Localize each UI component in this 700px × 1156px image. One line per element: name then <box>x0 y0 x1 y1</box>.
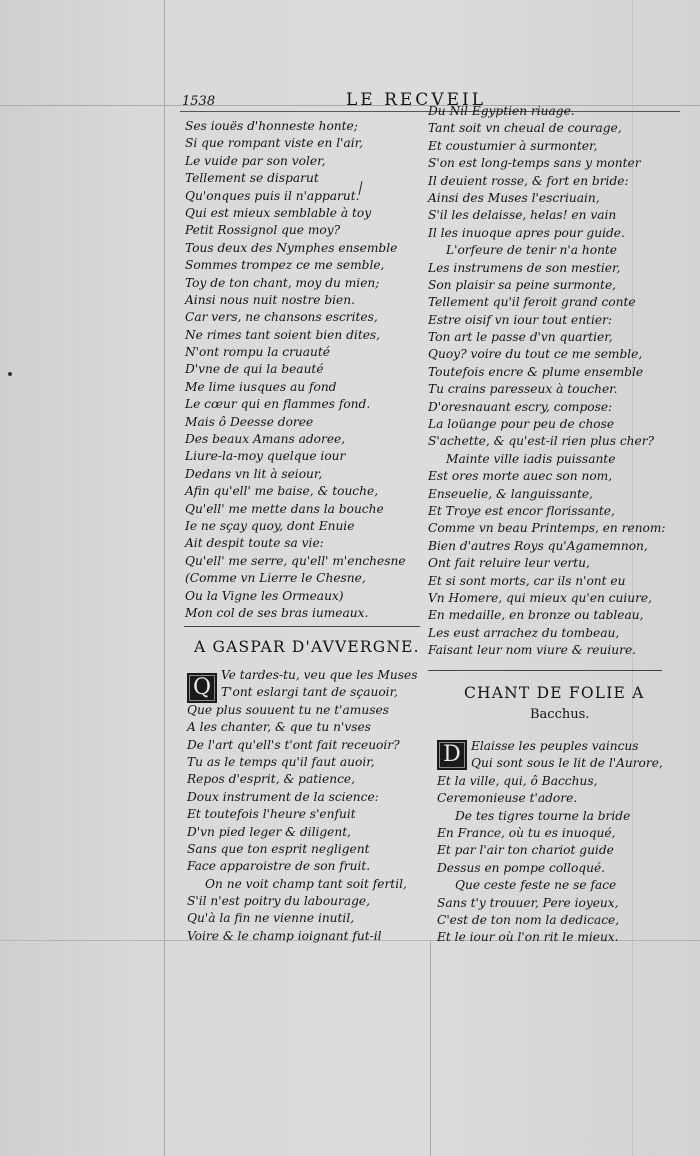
verse-line: Qui sont sous le lit de l'Aurore, <box>471 756 663 771</box>
verse-line: Des beaux Amans adoree, <box>185 432 346 447</box>
left-section-verses <box>187 667 418 945</box>
verse-line: Qu'onques puis il n'apparut. <box>185 188 360 203</box>
right-section-rule <box>428 670 662 671</box>
verse-line: Ie ne sçay quoy, dont Enuie <box>185 518 355 533</box>
verse-line: Mainte ville iadis puissante <box>446 451 616 466</box>
dropcap-d: D <box>437 740 467 770</box>
verse-line: Comme vn beau Printemps, en renom: <box>428 521 666 536</box>
verse-line: Ses iouës d'honneste honte; <box>185 119 358 133</box>
verse-line: Sans t'y trouuer, Pere ioyeux, <box>437 895 619 910</box>
verse-line: En France, où tu es inuoqué, <box>437 825 616 840</box>
verse-line: D'vn pied leger & diligent, <box>187 824 351 839</box>
verse-line: Qu'ell' me serre, qu'ell' m'enchesne <box>185 553 406 568</box>
verse-line: En medaille, en bronze ou tableau, <box>428 608 644 623</box>
running-title: LE RECVEIL <box>346 90 487 110</box>
verse-line: A les chanter, & que tu n'vses <box>187 720 371 735</box>
verse-line: Et par l'air ton chariot guide <box>437 843 614 858</box>
verse-line: Face apparoistre de son fruit. <box>187 859 371 874</box>
verse-line: On ne voit champ tant soit fertil, <box>205 876 407 891</box>
verse-line: La loüange pour peu de chose <box>428 417 615 432</box>
verse-line: Et le iour où l'on rit le mieux. <box>437 930 619 945</box>
verse-line: Ou la Vigne les Ormeaux) <box>185 588 344 603</box>
verse-line: Du Nil Egyptien riuage. <box>428 104 575 118</box>
verse-line: Me lime iusques au fond <box>185 379 337 394</box>
left-section-rule <box>184 626 420 627</box>
verse-line: Sans que ton esprit negligent <box>187 841 370 856</box>
verse-line: Tu crains paresseux à toucher. <box>428 382 618 397</box>
dropcap-q: Q <box>187 673 217 703</box>
verse-line: D'oresnauant escry, compose: <box>428 399 613 414</box>
verse-line: Les instrumens de son mestier, <box>428 260 621 275</box>
verse-line: Et coustumier à surmonter, <box>428 138 598 153</box>
verse-line: Petit Rossignol que moy? <box>185 223 341 238</box>
verse-line: T'ont eslargi tant de sçauoir, <box>221 685 398 700</box>
verse-line: Repos d'esprit, & patience, <box>187 772 356 787</box>
verse-line: Quoy? voire du tout ce me semble, <box>428 347 643 362</box>
scan-frame-left <box>164 0 165 1156</box>
section-subtitle-bacchus: Bacchus. <box>530 707 590 722</box>
verse-line: Dedans vn lit à seiour, <box>185 466 323 481</box>
page-number: 1538 <box>182 94 216 109</box>
verse-line: Qui est mieux semblable à toy <box>185 205 372 220</box>
verse-line: Ton art le passe d'vn quartier, <box>428 330 613 345</box>
verse-line: De l'art qu'ell's t'ont fait receuoir? <box>187 737 400 752</box>
verse-line: Le vuide par son voler, <box>185 153 326 168</box>
verse-line: Qu'à la fin ne vienne inutil, <box>187 911 355 926</box>
verse-line: Ait despit toute sa vie: <box>185 536 324 551</box>
verse-line: Voire & le champ ioignant fut-il <box>187 928 382 943</box>
verse-line: Tous deux des Nymphes ensemble <box>185 240 398 255</box>
verse-line: Doux instrument de la science: <box>187 789 379 804</box>
verse-line: Ve tardes-tu, veu que les Muses <box>221 668 418 682</box>
verse-line: Et toutefois l'heure s'enfuit <box>187 807 356 822</box>
verse-line: Et Troye est encor florissante, <box>428 503 615 518</box>
verse-line: Est ores morte auec son nom, <box>428 469 613 484</box>
verse-line: Car vers, ne chansons escrites, <box>185 310 378 325</box>
scan-frame-mid <box>430 940 431 1156</box>
verse-line: Il les inuoque apres pour guide. <box>428 225 625 240</box>
verse-line: Estre oisif vn iour tout entier: <box>428 312 612 327</box>
verse-line: Elaisse les peuples vaincus <box>471 739 639 753</box>
verse-line: Dessus en pompe colloqué. <box>437 860 606 875</box>
verse-line: Qu'ell' me mette dans la bouche <box>185 501 384 516</box>
verse-line: S'il n'est poitry du labourage, <box>187 894 370 909</box>
verse-line: Son plaisir sa peine surmonte, <box>428 277 617 292</box>
verse-line: Si que rompant viste en l'air, <box>185 136 363 151</box>
margin-mark <box>8 372 12 376</box>
verse-line: (Comme vn Lierre le Chesne, <box>185 571 366 586</box>
verse-line: Tant soit vn cheual de courage, <box>428 121 622 136</box>
verse-line: Mon col de ses bras iumeaux. <box>185 605 369 620</box>
verse-line: Ont fait reluire leur vertu, <box>428 556 590 571</box>
verse-line: S'on est long-temps sans y monter <box>428 156 641 171</box>
verse-line: Et la ville, qui, ô Bacchus, <box>437 773 598 788</box>
verse-line: Le cœur qui en flammes fond. <box>185 397 371 412</box>
verse-line: Tellement qu'il feroit grand conte <box>428 295 636 310</box>
section-title-gaspar: A GASPAR D'AVVERGNE. <box>194 638 420 656</box>
verse-line: C'est de ton nom la dedicace, <box>437 912 620 927</box>
verse-line: Il deuient rosse, & fort en bride: <box>428 173 629 188</box>
verse-line: Les eust arrachez du tombeau, <box>428 625 620 640</box>
verse-line: Sommes trompez ce me semble, <box>185 258 385 273</box>
verse-line: N'ont rompu la cruauté <box>185 345 330 360</box>
verse-line: Vn Homere, qui mieux qu'en cuiure, <box>428 590 653 605</box>
verse-line: Liure-la-moy quelque iour <box>185 449 346 464</box>
verse-line: Mais ô Deesse doree <box>185 414 314 429</box>
verse-line: L'orfeure de tenir n'a honte <box>446 243 618 258</box>
verse-line: S'achette, & qu'est-il rien plus cher? <box>428 434 655 449</box>
verse-line: Ainsi nous nuit nostre bien. <box>185 292 355 307</box>
verse-line: Et si sont morts, car ils n'ont eu <box>428 573 626 588</box>
verse-line: Faisant leur nom viure & reuiure. <box>428 643 637 658</box>
right-section-verses <box>437 738 663 947</box>
verse-line: Tellement se disparut <box>185 171 319 186</box>
verse-line: Toutefois encre & plume ensemble <box>428 364 644 379</box>
verse-line: D'vne de qui la beauté <box>185 362 324 377</box>
verse-line: Enseuelie, & languissante, <box>428 486 593 501</box>
verse-line: Ainsi des Muses l'escriuain, <box>428 190 600 205</box>
verse-line: Tu as le temps qu'il faut auoir, <box>187 754 375 769</box>
verse-line: Que plus souuent tu ne t'amuses <box>187 702 389 717</box>
verse-line: Bien d'autres Roys qu'Agamemnon, <box>428 538 648 553</box>
left-verse-block <box>185 118 406 622</box>
verse-line: S'il les delaisse, helas! en vain <box>428 208 617 223</box>
verse-line: Afin qu'ell' me baise, & touche, <box>185 484 379 499</box>
section-title-chant: CHANT DE FOLIE A <box>464 684 645 702</box>
verse-line: Ne rimes tant soient bien dites, <box>185 327 381 342</box>
verse-line: Que ceste feste ne se face <box>455 878 617 893</box>
verse-line: Toy de ton chant, moy du mien; <box>185 275 380 290</box>
verse-line: Ceremonieuse t'adore. <box>437 791 578 806</box>
right-verse-block <box>428 103 666 660</box>
verse-line: De tes tigres tourne la bride <box>455 808 631 823</box>
